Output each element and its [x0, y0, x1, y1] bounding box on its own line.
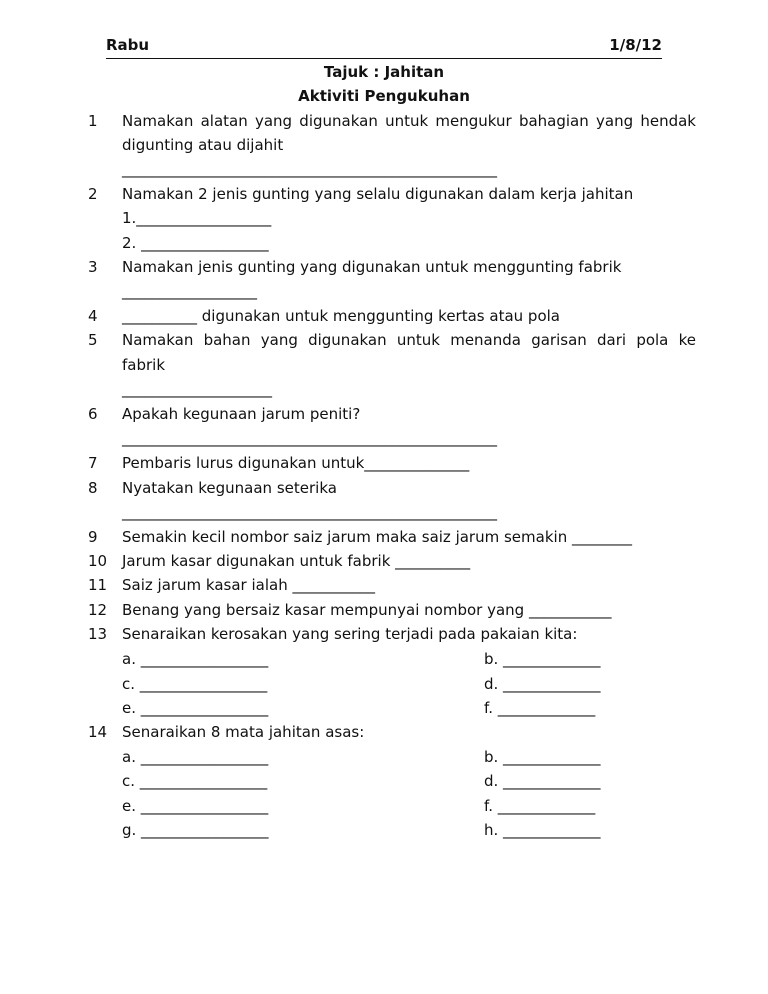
- question-text: Namakan 2 jenis gunting yang selalu digunakan dalam kerja jahitan: [122, 185, 634, 203]
- header-row: [106, 36, 662, 59]
- question-number: 5: [88, 331, 98, 349]
- question-text: Apakah kegunaan jarum peniti?: [122, 405, 361, 423]
- question-text: Namakan bahan yang digunakan untuk menanda garisan dari pola ke: [122, 331, 696, 349]
- question-number: 12: [88, 601, 108, 619]
- question-number: 11: [88, 576, 108, 594]
- question-text: Senaraikan kerosakan yang sering terjadi pada pakaian kita:: [122, 625, 578, 643]
- question-number: 8: [88, 479, 98, 497]
- answer-blank: __________________________________________________: [122, 503, 497, 521]
- worksheet-title: Tajuk : Jahitan: [323, 63, 445, 81]
- answer-blank: b. _____________: [484, 650, 601, 668]
- question-number: 6: [88, 405, 98, 423]
- question-number: 4: [88, 307, 98, 325]
- answer-blank: e. _________________: [122, 699, 269, 717]
- answer-blank: g. _________________: [122, 821, 269, 839]
- answer-blank: __________________________________________________: [122, 160, 497, 178]
- question-text: Namakan alatan yang digunakan untuk mengukur bahagian yang hendak: [122, 112, 696, 130]
- question-text-cont: digunting atau dijahit: [122, 136, 284, 154]
- question-number: 2: [88, 185, 98, 203]
- answer-blank: d. _____________: [484, 675, 601, 693]
- answer-blank: e. _________________: [122, 797, 269, 815]
- answer-blank: a. _________________: [122, 650, 269, 668]
- question-text: Semakin kecil nombor saiz jarum maka saiz jarum semakin ________: [122, 528, 632, 546]
- answer-blank: 2. _________________: [122, 234, 269, 252]
- question-text: Pembaris lurus digunakan untuk______________: [122, 454, 470, 472]
- answer-blank: h. _____________: [484, 821, 601, 839]
- answer-blank: ____________________: [122, 380, 272, 398]
- worksheet-subtitle: Aktiviti Pengukuhan: [298, 87, 470, 105]
- answer-blank: a. _________________: [122, 748, 269, 766]
- question-text: Namakan jenis gunting yang digunakan untuk menggunting fabrik: [122, 258, 622, 276]
- answer-blank: c. _________________: [122, 772, 268, 790]
- answer-blank: d. _____________: [484, 772, 601, 790]
- question-text: Benang yang bersaiz kasar mempunyai nombor yang ___________: [122, 601, 612, 619]
- question-number: 9: [88, 528, 98, 546]
- answer-blank: __________________: [122, 282, 257, 300]
- question-number: 13: [88, 625, 108, 643]
- question-text: Jarum kasar digunakan untuk fabrik __________: [122, 552, 471, 570]
- question-number: 1: [88, 112, 98, 130]
- question-number: 3: [88, 258, 98, 276]
- question-text: Senaraikan 8 mata jahitan asas:: [122, 723, 365, 741]
- question-text: Nyatakan kegunaan seterika: [122, 479, 337, 497]
- header-day: Rabu: [106, 36, 150, 54]
- question-number: 7: [88, 454, 98, 472]
- answer-blank: f. _____________: [484, 797, 596, 815]
- header-date: 1/8/12: [609, 36, 662, 54]
- answer-blank: b. _____________: [484, 748, 601, 766]
- answer-blank: __________________________________________________: [122, 429, 497, 447]
- question-number: 10: [88, 552, 108, 570]
- answer-blank: c. _________________: [122, 675, 268, 693]
- question-text: __________ digunakan untuk menggunting kertas atau pola: [122, 307, 560, 325]
- answer-blank: 1.__________________: [122, 209, 272, 227]
- answer-blank: f. _____________: [484, 699, 596, 717]
- question-number: 14: [88, 723, 108, 741]
- question-text-cont: fabrik: [122, 356, 166, 374]
- question-text: Saiz jarum kasar ialah ___________: [122, 576, 375, 594]
